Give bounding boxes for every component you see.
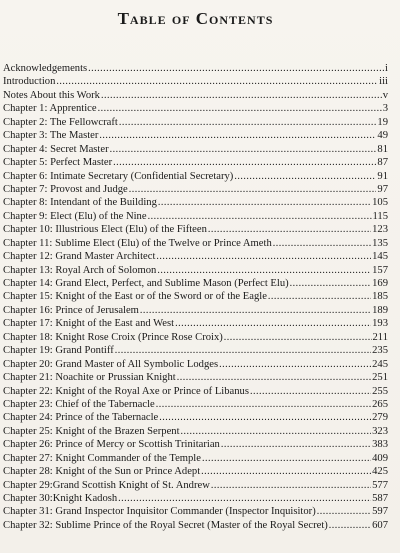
- toc-entry: [3, 371, 388, 384]
- toc-entry-page-number: 49: [377, 130, 388, 142]
- toc-entry-label: Chapter 1: Apprentice: [3, 103, 97, 115]
- toc-entry-page-number: 3: [382, 103, 388, 115]
- toc-entry-label: Chapter 10: Illustrious Elect (Elu) of the Fifteen: [3, 224, 207, 236]
- toc-entry-label: Chapter 6: Intimate Secretary (Confidential Secretary): [3, 170, 234, 182]
- toc-entry-page-number: 597: [372, 506, 388, 518]
- dot-leader: [88, 62, 384, 75]
- toc-entry: [3, 505, 388, 518]
- toc-entry-page-number: 185: [372, 291, 388, 303]
- toc-entry: [3, 479, 388, 492]
- toc-entry-label: Chapter 19: Grand Pontiff: [3, 345, 114, 357]
- toc-entry-page-number: v: [382, 89, 388, 101]
- toc-entry: [3, 519, 388, 532]
- toc-entry-label: Chapter 7: Provost and Judge: [3, 183, 128, 195]
- toc-entry-label: Chapter 11: Sublime Elect (Elu) of the Twelve or Prince Ameth: [3, 237, 272, 249]
- toc-entry-label: Chapter 21: Noachite or Prussian Knight: [3, 372, 176, 384]
- dot-leader: [157, 264, 371, 277]
- toc-entry-label: Chapter 8: Intendant of the Building: [3, 197, 157, 209]
- toc-entry-label: Chapter 4: Secret Master: [3, 143, 109, 155]
- toc-entry-page-number: 145: [372, 251, 388, 263]
- toc-entry-page-number: 135: [372, 237, 388, 249]
- toc-entry-page-number: 91: [377, 170, 388, 182]
- toc-entry: [3, 331, 388, 344]
- toc-entry-page-number: 105: [372, 197, 388, 209]
- toc-entry: [3, 398, 388, 411]
- toc-entry-label: Introduction: [3, 76, 56, 88]
- dot-leader: [329, 519, 371, 532]
- toc-entry-label: Chapter 22: Knight of the Royal Axe or Prince of Libanus: [3, 385, 249, 397]
- toc-entry-label: Acknowledgements: [3, 63, 88, 74]
- toc-entry: [3, 304, 388, 317]
- toc-entry-page-number: 607: [372, 519, 388, 531]
- dot-leader: [129, 183, 377, 196]
- toc-entry-page-number: iii: [379, 76, 388, 88]
- dot-leader: [159, 411, 371, 424]
- toc-entry-page-number: 409: [372, 452, 388, 464]
- dot-leader: [175, 317, 371, 330]
- toc-entry-label: Chapter 5: Perfect Master: [3, 157, 113, 169]
- toc-entry-label: Chapter 23: Chief of the Tabernacle: [3, 398, 155, 410]
- dot-leader: [119, 116, 377, 129]
- toc-entry: [3, 250, 388, 263]
- toc-entry: [3, 156, 388, 169]
- toc-entry: [3, 237, 388, 250]
- dot-leader: [201, 465, 371, 478]
- toc-entry-page-number: 235: [372, 345, 388, 357]
- dot-leader: [156, 250, 371, 263]
- dot-leader: [202, 452, 371, 465]
- toc-entry-label: Chapter 13: Royal Arch of Solomon: [3, 264, 157, 276]
- toc-entry-page-number: 279: [372, 412, 388, 424]
- toc-entry-label: Chapter 17: Knight of the East and West: [3, 318, 175, 330]
- toc-entry: [3, 62, 388, 75]
- toc-entry: [3, 358, 388, 371]
- dot-leader: [221, 438, 371, 451]
- toc-entry-label: Chapter 32: Sublime Prince of the Royal Secret (Master of the Royal Secret): [3, 519, 328, 531]
- dot-leader: [177, 371, 371, 384]
- dot-leader: [268, 290, 371, 303]
- dot-leader: [113, 156, 376, 169]
- dot-leader: [211, 479, 371, 492]
- dot-leader: [140, 304, 371, 317]
- toc-entry: [3, 492, 388, 505]
- dot-leader: [317, 505, 371, 518]
- toc-entry-page-number: 577: [372, 479, 388, 491]
- toc-entry-label: Chapter 9: Elect (Elu) of the Nine: [3, 210, 147, 222]
- toc-entry-page-number: 265: [372, 398, 388, 410]
- toc-entry: [3, 264, 388, 277]
- toc-entry-label: Notes About this Work: [3, 89, 100, 101]
- toc-entry: [3, 344, 388, 357]
- toc-entry: [3, 75, 388, 88]
- toc-entry-label: Chapter 18: Knight Rose Croix (Prince Rose Croix): [3, 331, 223, 343]
- toc-entry: [3, 411, 388, 424]
- toc-entry-page-number: 425: [372, 466, 388, 478]
- toc-entry: [3, 290, 388, 303]
- toc-entry-page-number: 87: [377, 157, 388, 169]
- toc-entry-label: Chapter 29:Grand Scottish Knight of St. Andrew: [3, 479, 210, 491]
- dot-leader: [156, 398, 371, 411]
- toc-entry-label: Chapter 28: Knight of the Sun or Prince Adept: [3, 466, 201, 478]
- toc-entry: [3, 277, 388, 290]
- toc-entry-page-number: 81: [377, 143, 388, 155]
- toc-entry-page-number: 123: [372, 224, 388, 236]
- dot-leader: [158, 196, 371, 209]
- toc-entry-label: Chapter 15: Knight of the East or of the Sword or of the Eagle: [3, 291, 267, 303]
- dot-leader: [290, 277, 371, 290]
- toc-entry: [3, 438, 388, 451]
- page-title: Table of Contents: [117, 9, 274, 28]
- toc-entry-label: Chapter 12: Grand Master Architect: [3, 251, 156, 263]
- dot-leader: [219, 358, 371, 371]
- table-of-contents-list: [3, 62, 388, 532]
- toc-entry: [3, 425, 388, 438]
- toc-entry-page-number: 115: [372, 210, 388, 222]
- dot-leader: [98, 102, 382, 115]
- toc-entry: [3, 102, 388, 115]
- toc-entry: [3, 223, 388, 236]
- toc-entry: [3, 196, 388, 209]
- toc-entry-page-number: 19: [377, 116, 388, 128]
- dot-leader: [250, 385, 371, 398]
- toc-entry-page-number: 193: [372, 318, 388, 330]
- toc-entry: [3, 116, 388, 129]
- toc-entry-label: Chapter 25: Knight of the Brazen Serpent: [3, 425, 180, 437]
- toc-entry-page-number: 189: [372, 304, 388, 316]
- toc-entry: [3, 129, 388, 142]
- dot-leader: [148, 210, 372, 223]
- toc-entry-page-number: 211: [372, 331, 388, 343]
- toc-entry-label: Chapter 31: Grand Inspector Inquisitor Commander (Inspector Inquisitor): [3, 506, 316, 518]
- dot-leader: [273, 237, 371, 250]
- toc-entry-label: Chapter 26: Prince of Mercy or Scottish Trinitarian: [3, 439, 220, 451]
- toc-entry-label: Chapter 14: Grand Elect, Perfect, and Sublime Mason (Perfect Elu): [3, 278, 289, 289]
- toc-entry-page-number: 587: [372, 493, 388, 504]
- toc-entry: [3, 385, 388, 398]
- toc-entry-label: Chapter 3: The Master: [3, 130, 99, 142]
- toc-entry: [3, 143, 388, 156]
- toc-entry-label: Chapter 27: Knight Commander of the Temple: [3, 452, 201, 464]
- toc-entry-page-number: 383: [372, 439, 388, 451]
- toc-entry-page-number: 245: [372, 358, 388, 370]
- dot-leader: [110, 143, 377, 156]
- dot-leader: [234, 170, 376, 183]
- dot-leader: [118, 492, 371, 505]
- dot-leader: [181, 425, 372, 438]
- toc-entry-label: Chapter 24: Prince of the Tabernacle: [3, 412, 159, 424]
- dot-leader: [208, 223, 371, 236]
- toc-entry-page-number: 157: [372, 264, 388, 276]
- dot-leader: [115, 344, 371, 357]
- dot-leader: [224, 331, 372, 344]
- toc-entry: [3, 452, 388, 465]
- toc-entry: [3, 170, 388, 183]
- toc-entry-label: Chapter 30:Knight Kadosh: [3, 493, 118, 504]
- toc-entry: [3, 89, 388, 102]
- dot-leader: [99, 129, 376, 142]
- toc-entry: [3, 210, 388, 223]
- toc-entry-page-number: 169: [372, 278, 388, 289]
- toc-entry-label: Chapter 2: The Fellowcraft: [3, 116, 118, 128]
- toc-entry-label: Chapter 16: Prince of Jerusalem: [3, 304, 139, 316]
- toc-entry-page-number: 97: [377, 183, 388, 195]
- toc-entry-page-number: 323: [372, 425, 388, 437]
- toc-entry: [3, 317, 388, 330]
- toc-entry: [3, 183, 388, 196]
- dot-leader: [101, 89, 382, 102]
- dot-leader: [56, 75, 378, 88]
- toc-entry-page-number: 255: [372, 385, 388, 397]
- toc-entry: [3, 465, 388, 478]
- toc-entry-page-number: i: [385, 63, 388, 74]
- toc-entry-page-number: 251: [372, 372, 388, 384]
- toc-entry-label: Chapter 20: Grand Master of All Symbolic Lodges: [3, 358, 219, 370]
